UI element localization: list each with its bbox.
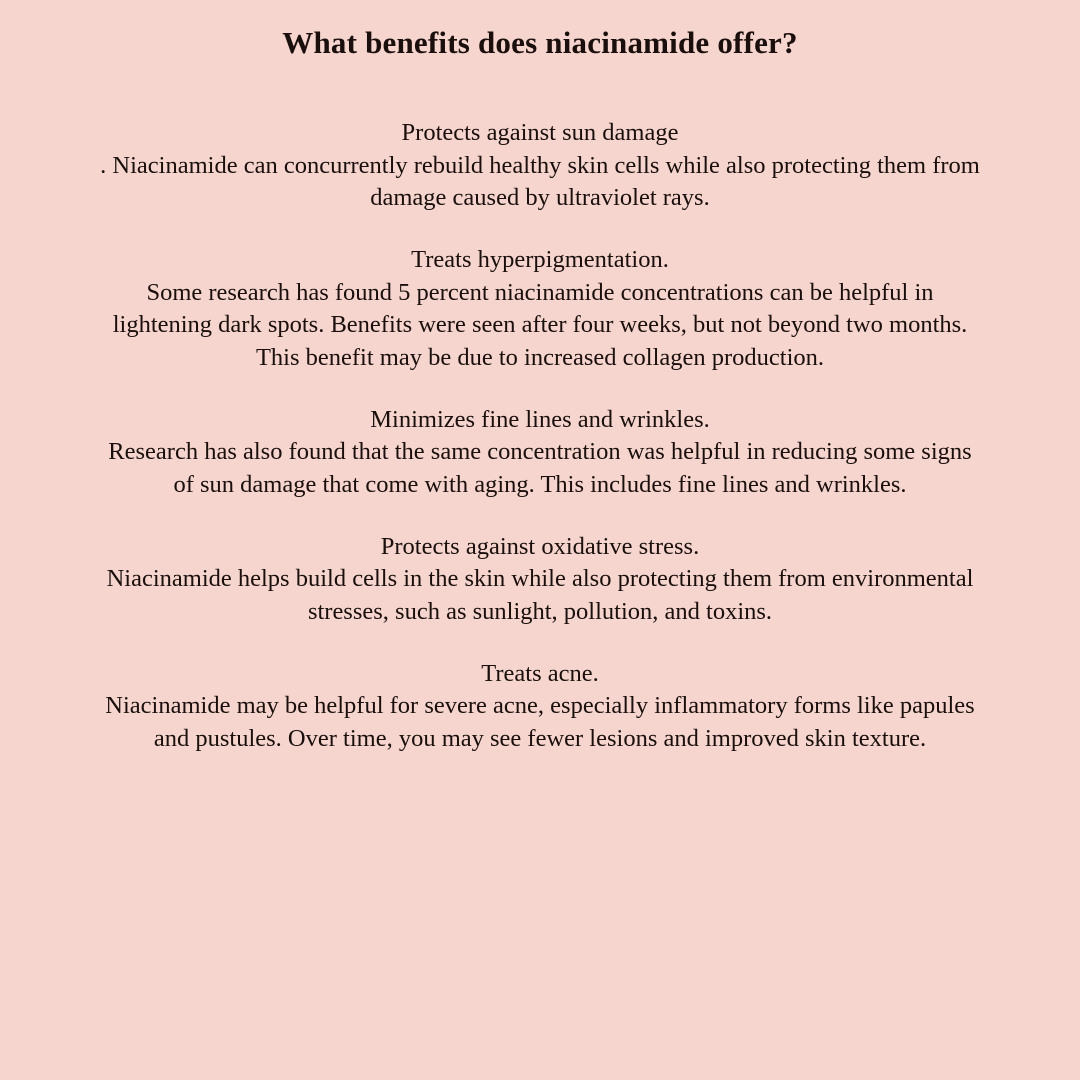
benefit-heading: Protects against sun damage — [401, 119, 679, 147]
benefit-heading: Minimizes fine lines and wrinkles. — [370, 405, 710, 433]
benefits-list — [96, 117, 984, 756]
benefit-item — [96, 658, 984, 756]
benefit-item — [96, 244, 984, 375]
benefit-body: Niacinamide helps build cells in the skin while also protecting them from environmental stresses, such as sunlight, pollution, and toxins. — [106, 565, 974, 626]
benefit-heading: Treats acne. — [481, 659, 599, 687]
page-title: What benefits does niacinamide offer? — [282, 25, 798, 60]
benefit-body: . Niacinamide can concurrently rebuild healthy skin cells while also protecting them from damage caused by ultraviolet rays. — [100, 151, 980, 212]
benefit-body: Niacinamide may be helpful for severe acne, especially inflammatory forms like papules and pustules. Over time, you may see fewer lesions and improved skin texture. — [105, 692, 975, 753]
benefit-heading: Protects against oxidative stress. — [380, 532, 700, 560]
benefit-item — [96, 404, 984, 502]
benefit-body: Research has also found that the same concentration was helpful in reducing some signs of sun damage that come with aging. This includes fine lines and wrinkles. — [108, 438, 972, 499]
benefit-body: Some research has found 5 percent niacinamide concentrations can be helpful in lightening dark spots. Benefits were seen after four weeks, but not beyond two months. This benefit may be due to increased collagen production. — [112, 278, 968, 372]
benefit-item — [96, 117, 984, 215]
benefit-item — [96, 531, 984, 629]
benefit-heading: Treats hyperpigmentation. — [411, 246, 669, 274]
